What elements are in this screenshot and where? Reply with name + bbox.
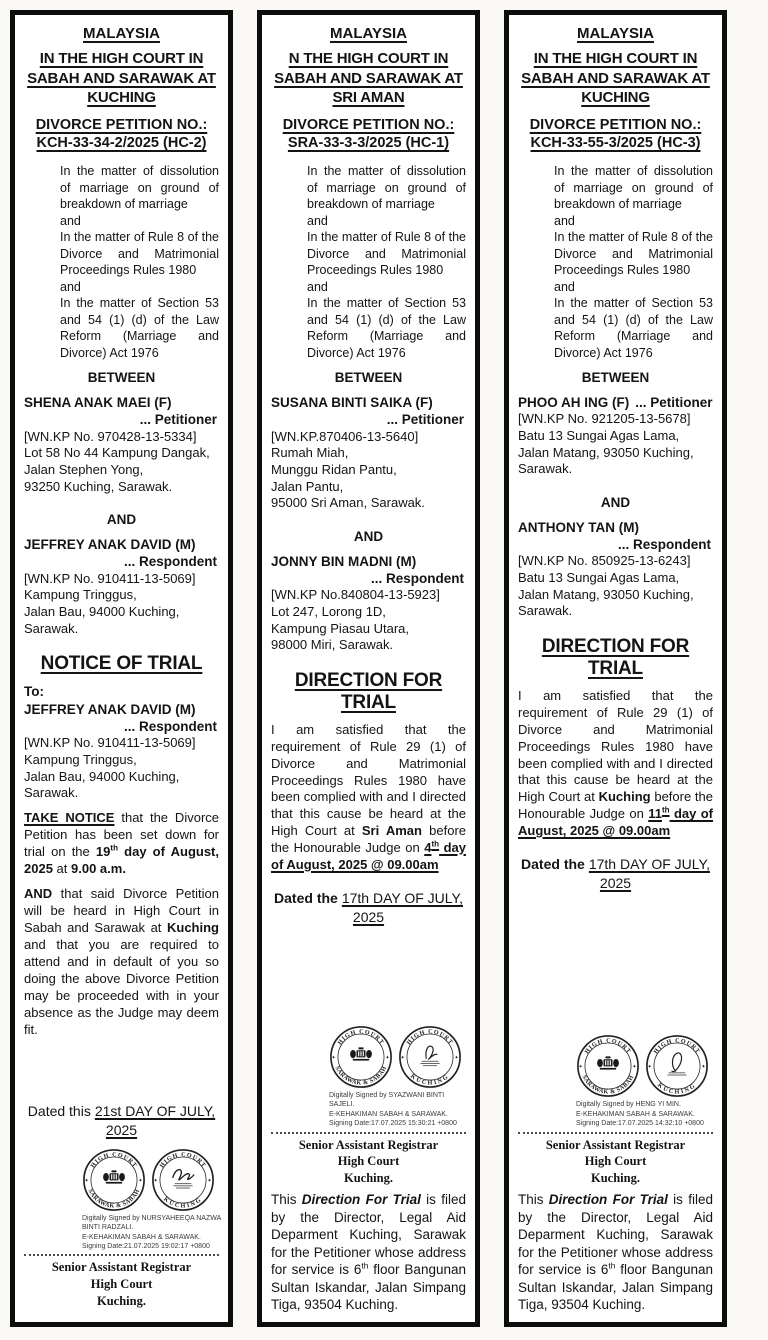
section-title-notice-of-trial: NOTICE OF TRIAL [40,653,203,675]
court-arms-seal [329,1025,393,1089]
petitioner-name: SHENA ANAK MAEI (F) [24,395,172,411]
petitioner-name: PHOO AH ING (F) [518,395,630,411]
to-block [24,683,219,802]
svg-text:HIGH COURT: HIGH COURT [159,1151,207,1169]
svg-text:KUCHING: KUCHING [409,1073,451,1087]
registrar-signature-seal [151,1148,215,1212]
registrar-block: Senior Assistant Registrar High Court Kuching. [545,1137,686,1186]
petitioner-name: SUSANA BINTI SAIKA (F) [271,395,433,411]
signature-scribble-icon [173,1169,194,1188]
and-label: AND [353,528,384,544]
respondent-block [518,519,713,620]
svg-text:HIGH COURT: HIGH COURT [406,1029,454,1047]
svg-text:KUCHING: KUCHING [656,1082,698,1096]
digital-signature-text: Digitally Signed by HENG YI MIN. E-KEHAKIMAN SABAH & SARAWAK. Signing Date:17.07.2025 14:32:10 +0800 [576,1101,704,1128]
dated-prefix: Dated this [27,1102,91,1119]
coat-of-arms-icon [597,1057,619,1070]
section-title-direction-for-trial: DIRECTION FOR TRIAL [294,669,443,713]
seal-row [576,1034,713,1098]
petition-number: KCH-33-34-2/2025 (HC-2) [36,135,207,152]
respondent-name: ANTHONY TAN (M) [518,519,639,535]
dated-line [271,889,466,927]
petitioner-block [271,394,466,512]
registrar-block: Senior Assistant Registrar High Court Kuching. [298,1137,439,1186]
seal-separator-icon: ✦ [647,1064,652,1071]
seal-separator-icon: ✦ [207,1177,212,1184]
respondent-id: [WN.KP No.840804-13-5923] [271,587,440,603]
svg-text:SARAWAK & SABAH: SARAWAK & SABAH [333,1065,389,1087]
seal-separator-icon: ✦ [331,1054,336,1061]
and-label: AND [600,494,631,510]
petitioner-id: [WN.KP No. 970428-13-5334] [24,428,197,444]
respondent-role: ... Respondent [617,537,711,553]
petitioner-id: [WN.KP No. 921205-13-5678] [518,411,691,427]
seal-row [82,1148,219,1212]
bottom-group [24,1096,219,1314]
seal-separator-icon: ✦ [385,1054,390,1061]
coat-of-arms-icon [103,1170,125,1183]
petitioner-role: ... Petitioner [386,412,464,428]
court-heading: IN THE HIGH COURT IN SABAH AND SARAWAK AT KUCHING [27,50,216,106]
petitioner-address: Rumah Miah, Munggu Ridan Pantu, Jalan Pantu, 95000 Sri Aman, Sarawak. [271,445,425,511]
country-heading: MALAYSIA [83,25,160,42]
signature-scribble-icon [667,1053,686,1076]
notice-column-3 [504,10,727,1327]
petitioner-id: [WN.KP.870406-13-5640] [271,428,419,444]
dotted-divider [518,1132,713,1134]
coat-of-arms-icon [350,1047,372,1060]
digital-signature-text: Digitally Signed by SYAZWANI BINTI SAJELI. E-KEHAKIMAN SABAH & SARAWAK. Signing Date:17.07.2025 15:30:21 +0800 [329,1091,457,1128]
petitioner-role: ... Petitioner [139,412,217,428]
and-paragraph: AND that said Divorce Petition will be heard in High Court in Sabah and Sarawak at Kuching and that you are required to attend and in default of you so doing the above Divorce Petition may be proceeded with in your absence as the Judge may deem fit. [24,886,219,1037]
court-heading: N THE HIGH COURT IN SABAH AND SARAWAK AT SRI AMAN [274,50,463,106]
petition-number-heading [24,116,219,154]
country-heading: MALAYSIA [577,25,654,42]
filing-paragraph: This Direction For Trial is filed by the Director, Legal Aid Deparment Kuching, Sarawak for the Petitioner whose address for service is 6th floor Bangunan Sultan Iskandar, Jalan Simpang Tiga, 93504 Kuching. [518,1192,713,1313]
svg-text:SARAWAK & SABAH: SARAWAK & SABAH [580,1074,636,1096]
petition-number: SRA-33-3-3/2025 (HC-1) [287,135,450,152]
petition-number-heading [518,116,713,154]
dated-date: 21st DAY OF JULY, 2025 [94,1102,216,1138]
court-arms-seal [576,1034,640,1098]
dotted-divider [271,1132,466,1134]
respondent-role: ... Respondent [370,571,464,587]
dated-line [518,855,713,893]
and-label: AND [106,512,137,528]
petition-number: KCH-33-55-3/2025 (HC-3) [530,135,701,152]
petition-label: DIVORCE PETITION NO.: [529,116,702,133]
seal-separator-icon: ✦ [153,1177,158,1184]
respondent-id: [WN.KP No. 850925-13-6243] [518,553,691,569]
between-label: BETWEEN [581,370,650,386]
between-label: BETWEEN [87,370,156,386]
to-name: JEFFREY ANAK DAVID (M) [24,701,196,717]
petitioner-address: Lot 58 No 44 Kampung Dangak, Jalan Stephen Yong, 93250 Kuching, Sarawak. [24,445,210,494]
court-heading: IN THE HIGH COURT IN SABAH AND SARAWAK AT KUCHING [521,50,710,106]
respondent-address: Batu 13 Sungai Agas Lama, Jalan Matang, 93050 Kuching, Sarawak. [518,570,694,619]
respondent-name: JEFFREY ANAK DAVID (M) [24,537,196,553]
take-notice-paragraph: TAKE NOTICE that the Divorce Petition has been set down for trial on the 19th day of August, 2025 at 9.00 a.m. [24,809,219,876]
to-address: Kampung Tringgus, Jalan Bau, 94000 Kuching, Sarawak. [24,751,180,801]
respondent-role: ... Respondent [123,554,217,570]
svg-text:HIGH COURT: HIGH COURT [90,1151,138,1169]
petitioner-role: ... Petitioner [635,395,713,411]
svg-text:SARAWAK & SABAH: SARAWAK & SABAH [86,1188,142,1210]
dated-prefix: Dated the [521,856,585,872]
respondent-address: Kampung Tringgus, Jalan Bau, 94000 Kuching, Sarawak. [24,587,180,636]
matters-block: In the matter of dissolution of marriage on ground of breakdown of marriage and In the matter of Rule 8 of the Divorce and Matrimonial Proceedings Rules 1980 and In the matter of Section 53 and 54 (1) (d) of the Law Reform (Marriage and Divorce) Act 1976 [60,164,219,360]
respondent-address: Lot 247, Lorong 1D, Kampung Piasau Utara, 98000 Miri, Sarawak. [271,604,410,653]
matters-block: In the matter of dissolution of marriage on ground of breakdown of marriage and In the matter of Rule 8 of the Divorce and Matrimonial Proceedings Rules 1980 and In the matter of Section 53 and 54 (1) (d) of the Law Reform (Marriage and Divorce) Act 1976 [307,164,466,360]
petitioner-block [24,394,219,495]
digital-signature-text: Digitally Signed by NURSYAHEEQA NAZWA BINTI RADZALI. E-KEHAKIMAN SABAH & SARAWAK. Signing Date:21.07.2025 19:02:17 +0800 [82,1214,221,1250]
petitioner-address: Batu 13 Sungai Agas Lama, Jalan Matang, 93050 Kuching, Sarawak. [518,428,694,477]
notice-column-2 [257,10,480,1327]
respondent-name: JONNY BIN MADNI (M) [271,553,417,569]
seal-separator-icon: ✦ [84,1177,89,1184]
seal-separator-icon: ✦ [578,1064,583,1071]
registrar-signature-seal [398,1025,462,1089]
to-role: ... Respondent [123,719,217,735]
respondent-block [271,553,466,654]
respondent-id: [WN.KP No. 910411-13-5069] [24,570,196,586]
petitioner-name-line [518,394,713,411]
dated-date: 17th DAY OF JULY, 2025 [588,856,710,891]
petition-number-heading [271,116,466,154]
respondent-block [24,536,219,637]
svg-text:HIGH COURT: HIGH COURT [337,1029,385,1047]
svg-text:KUCHING: KUCHING [162,1196,204,1210]
direction-paragraph: I am satisfied that the requirement of Rule 29 (1) of Divorce and Matrimonial Proceedings Rules 1980 have been complied with and I directed that this cause be heard at the High Court at Sri Aman before the Honourable Judge on 4th day of August, 2025 @ 09.00am [271,721,467,872]
svg-text:HIGH COURT: HIGH COURT [584,1038,632,1056]
country-heading: MALAYSIA [330,25,407,42]
direction-paragraph: I am satisfied that the requirement of Rule 29 (1) of Divorce and Matrimonial Proceedings Rules 1980 have been complied with and I directed that this cause be heard at the High Court at Kuching before the Honourable Judge on 11th day of August, 2025 @ 09.00am [518,687,714,839]
registrar-block: Senior Assistant Registrar High Court Kuching. [51,1260,192,1309]
filing-paragraph: This Direction For Trial is filed by the Director, Legal Aid Deparment Kuching, Sarawak for the Petitioner whose address for service is 6th floor Bangunan Sultan Iskandar, Jalan Simpang Tiga, 93504 Kuching. [271,1192,466,1313]
seal-separator-icon: ✦ [454,1054,459,1061]
petition-label: DIVORCE PETITION NO.: [282,116,455,133]
matters-block: In the matter of dissolution of marriage on ground of breakdown of marriage and In the matter of Rule 8 of the Divorce and Matrimonial Proceedings Rules 1980 and In the matter of Section 53 and 54 (1) (d) of the Law Reform (Marriage and Divorce) Act 1976 [554,164,713,360]
to-id: [WN.KP No. 910411-13-5069] [24,735,196,751]
between-label: BETWEEN [334,370,403,386]
registrar-signature-seal [645,1034,709,1098]
bottom-group [518,1034,713,1314]
bottom-group [271,1025,466,1314]
petitioner-block [518,394,713,478]
notice-column-1 [10,10,233,1327]
seal-separator-icon: ✦ [632,1064,637,1071]
dated-line [24,1102,219,1140]
dotted-divider [24,1254,219,1256]
svg-text:HIGH COURT: HIGH COURT [653,1038,701,1056]
seal-row [329,1025,466,1089]
seal-separator-icon: ✦ [138,1177,143,1184]
dated-prefix: Dated the [274,889,338,906]
petition-label: DIVORCE PETITION NO.: [35,116,208,133]
seal-separator-icon: ✦ [400,1054,405,1061]
to-label: To: [24,684,44,700]
dated-date: 17th DAY OF JULY, 2025 [341,889,463,925]
seal-separator-icon: ✦ [701,1064,706,1071]
section-title-direction-for-trial: DIRECTION FOR TRIAL [541,635,690,679]
signature-scribble-icon [420,1046,439,1066]
court-arms-seal [82,1148,146,1212]
